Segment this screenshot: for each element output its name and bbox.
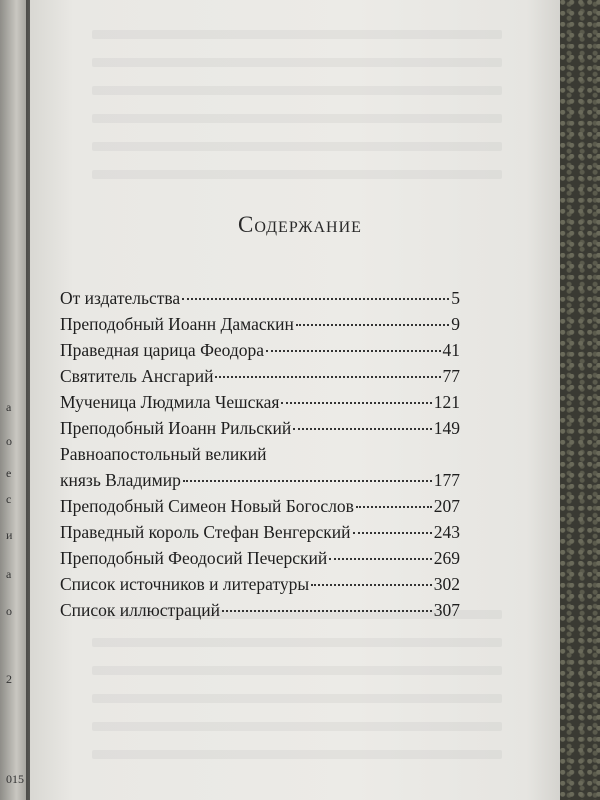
bleed-through-line (92, 694, 502, 703)
adjacent-page-fragment: а (6, 400, 12, 414)
toc-entry-title: Список источников и литературы (60, 574, 310, 594)
toc-entry (60, 340, 460, 366)
toc-entry (60, 288, 460, 314)
leader-dots (293, 428, 431, 430)
toc-entry-title: Преподобный Иоанн Дамаскин (60, 314, 294, 334)
bleed-through-line (92, 638, 502, 647)
toc-entry (60, 600, 460, 626)
adjacent-page-fragment: 2 (6, 672, 12, 686)
toc-entry-page: 243 (433, 522, 460, 542)
toc-entry-first-line (60, 444, 460, 470)
bleed-through-line (92, 750, 502, 759)
leader-dots (266, 350, 440, 352)
toc-entry-page: 41 (442, 340, 460, 360)
leader-dots (329, 558, 431, 560)
toc-entry-title: Преподобный Феодосий Печерский (60, 548, 328, 568)
leader-dots (222, 610, 432, 612)
toc-entry (60, 470, 460, 496)
leader-dots (311, 584, 432, 586)
toc-entry-page: 207 (433, 496, 460, 516)
adjacent-page-fragment: е (6, 466, 12, 480)
toc-entry (60, 548, 460, 574)
toc-entry-page: 177 (433, 470, 460, 490)
adjacent-page-fragment: 015 (6, 772, 24, 786)
toc-entry-title: От издательства (60, 288, 181, 308)
adjacent-page-fragment: о (6, 604, 12, 618)
bleed-through-line (92, 666, 502, 675)
leader-dots (296, 324, 449, 326)
toc-entry-page: 302 (433, 574, 460, 594)
adjacent-page-fragment: и (6, 528, 13, 542)
toc-entry (60, 522, 460, 548)
toc-entry-title: Преподобный Симеон Новый Богослов (60, 496, 354, 516)
toc-entry-page: 5 (451, 288, 460, 308)
bleed-through-line (92, 170, 502, 179)
leader-dots (281, 402, 431, 404)
toc-entry-page: 269 (433, 548, 460, 568)
toc-entry-title: Святитель Ансгарий (60, 366, 214, 386)
toc-entry (60, 496, 460, 522)
toc-entry (60, 314, 460, 340)
leader-dots (353, 532, 432, 534)
bleed-through-line (92, 58, 502, 67)
toc-entry-title: Преподобный Иоанн Рильский (60, 418, 292, 438)
book-page (30, 0, 570, 800)
bleed-through-line (92, 722, 502, 731)
adjacent-page-fragment: а (6, 567, 12, 581)
toc-entry (60, 418, 460, 444)
toc-entry (60, 392, 460, 418)
bleed-through-line (92, 86, 502, 95)
toc-entry-title: Праведный король Стефан Венгерский (60, 522, 351, 542)
bleed-through-line (92, 30, 502, 39)
leader-dots (183, 480, 432, 482)
toc-title: Содержание (238, 212, 362, 237)
toc-entry-title: Мученица Людмила Чешская (60, 392, 280, 412)
toc-entry (60, 574, 460, 600)
toc-entry-title: Равноапостольный великий (60, 444, 267, 464)
leader-dots (356, 506, 432, 508)
toc-entry-page: 121 (433, 392, 460, 412)
toc-entry-page: 149 (433, 418, 460, 438)
leader-dots (182, 298, 449, 300)
bleed-through-line (92, 142, 502, 151)
toc-entry-title: князь Владимир (60, 470, 181, 490)
toc-entry-page: 77 (442, 366, 460, 386)
toc-entry-page: 307 (433, 600, 460, 620)
bleed-through-line (92, 114, 502, 123)
toc-entry-title: Список иллюстраций (60, 600, 220, 620)
leader-dots (215, 376, 440, 378)
table-of-contents (60, 288, 460, 626)
toc-entry (60, 366, 460, 392)
background-surface (560, 0, 600, 800)
toc-entry-title: Праведная царица Феодора (60, 340, 265, 360)
adjacent-page-fragment: о (6, 434, 12, 448)
adjacent-page-fragment: с (6, 492, 12, 506)
toc-entry-page: 9 (451, 314, 460, 334)
